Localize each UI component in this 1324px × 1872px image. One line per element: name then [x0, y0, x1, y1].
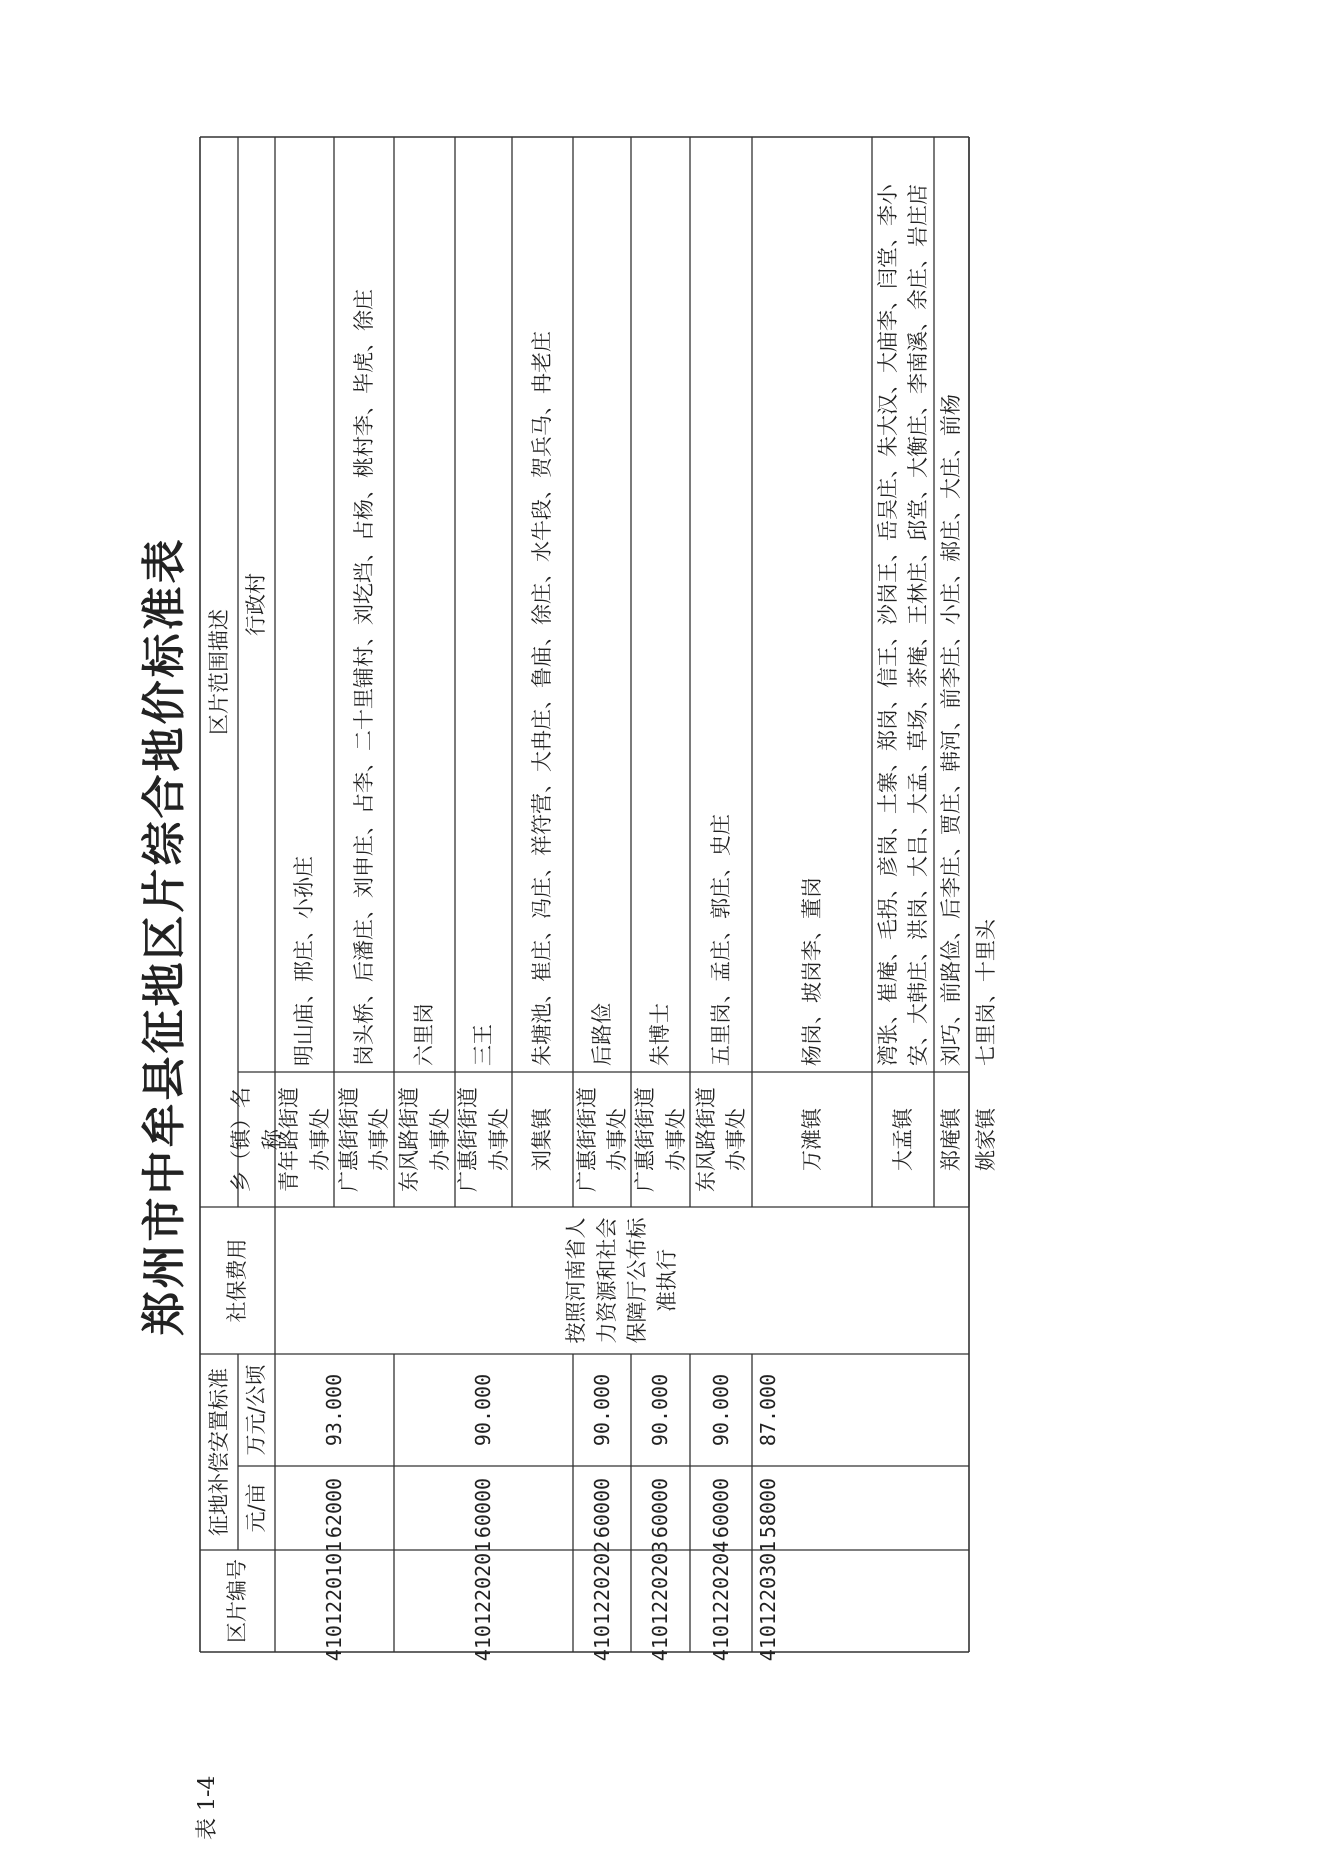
zone-id-cell: 4101220203: [648, 1540, 672, 1662]
per-ha-cell: 87.000: [756, 1373, 780, 1447]
zone-id-cell: 4101220204: [708, 1540, 733, 1662]
township-cell: 东风路街道办事处: [693, 1087, 748, 1192]
township-cell: 广惠街街道办事处: [633, 1087, 688, 1192]
township-cell: 大孟镇: [890, 1108, 915, 1171]
per-mu-cell: 60000: [648, 1477, 672, 1539]
header-township: 乡（镇）名称: [229, 1087, 284, 1192]
per-ha-cell: 90.000: [471, 1373, 495, 1447]
per-mu-cell: 60000: [708, 1477, 733, 1539]
header-per-mu: 元/亩: [244, 1483, 269, 1533]
township-cell: 刘集镇: [530, 1108, 555, 1171]
social-security-cell: 按照河南省人力资源和社会保障厅公布标准执行: [564, 1217, 680, 1344]
villages-cell: 朱博士: [648, 1003, 673, 1066]
table-label: 表 1-4: [195, 1775, 220, 1840]
villages-cell: 湾张、崔庵、毛拐、彦岗、土寨、郑岗、信王、沙岗王、岳吴庄、朱大汉、大庙李、闫堂、李小安、大韩庄、洪岗、大吕、大孟、草场、茶庵、王林庄、邱堂、大衡庄、李南溪、余庄、岩庄店: [875, 184, 930, 1066]
header-compensation: 征地补偿安置标准: [206, 1368, 231, 1536]
zone-id-cell: 4101220301: [756, 1540, 780, 1662]
per-ha-cell: 90.000: [648, 1373, 672, 1447]
header-social-security: 社保费用: [225, 1238, 250, 1323]
header-villages: 行政村: [244, 573, 269, 636]
township-cell: 广惠街街道办事处: [336, 1087, 391, 1192]
per-mu-cell: 60000: [589, 1477, 614, 1539]
header-per-ha: 万元/公顷: [244, 1364, 269, 1456]
villages-cell: 朱塘池、崔庄、冯庄、祥符营、大冉庄、鲁庙、徐庄、水牛段、贺兵马、冉老庄: [530, 331, 555, 1066]
villages-cell: 岗头桥、后潘庄、刘申庄、占李、二十里铺村、刘圪垱、占杨、桃村李、毕虎、徐庄: [351, 289, 376, 1066]
villages-cell: 后路俭: [589, 1003, 614, 1066]
township-cell: 姚家镇: [974, 1108, 998, 1171]
header-scope: 区片范围描述: [206, 609, 231, 735]
zone-id-cell: 4101220202: [589, 1540, 614, 1662]
per-mu-cell: 62000: [322, 1477, 346, 1539]
per-ha-cell: 90.000: [708, 1373, 733, 1447]
villages-cell: 六里岗: [412, 1003, 437, 1066]
township-cell: 郑庵镇: [939, 1108, 964, 1171]
township-cell: 万滩镇: [799, 1108, 824, 1171]
villages-cell: 明山庙、邢庄、小孙庄: [292, 856, 317, 1066]
per-ha-cell: 93.000: [322, 1373, 346, 1447]
villages-cell: 刘巧、前路俭、后李庄、贾庄、韩河、前李庄、小庄、郝庄、大庄、前杨: [939, 394, 964, 1066]
township-cell: 广惠街街道办事处: [574, 1087, 629, 1192]
villages-cell: 七里岗、十里头: [974, 919, 998, 1066]
per-ha-cell: 90.000: [589, 1373, 614, 1447]
page-title: 郑州市中牟县征地区片综合地价标准表: [139, 536, 190, 1336]
villages-cell: 三王: [471, 1024, 496, 1066]
header-zone-id: 区片编号: [225, 1559, 250, 1643]
township-cell: 东风路街道办事处: [397, 1087, 452, 1192]
zone-id-cell: 4101220201: [471, 1540, 495, 1662]
per-mu-cell: 60000: [471, 1477, 495, 1539]
zone-id-cell: 4101220101: [322, 1540, 346, 1662]
township-cell: 青年路街道办事处: [277, 1087, 332, 1192]
per-mu-cell: 58000: [756, 1477, 780, 1539]
villages-cell: 杨岗、坡岗李、董岗: [799, 877, 824, 1066]
township-cell: 广惠街街道办事处: [456, 1087, 511, 1192]
villages-cell: 五里岗、孟庄、郭庄、史庄: [708, 814, 733, 1066]
